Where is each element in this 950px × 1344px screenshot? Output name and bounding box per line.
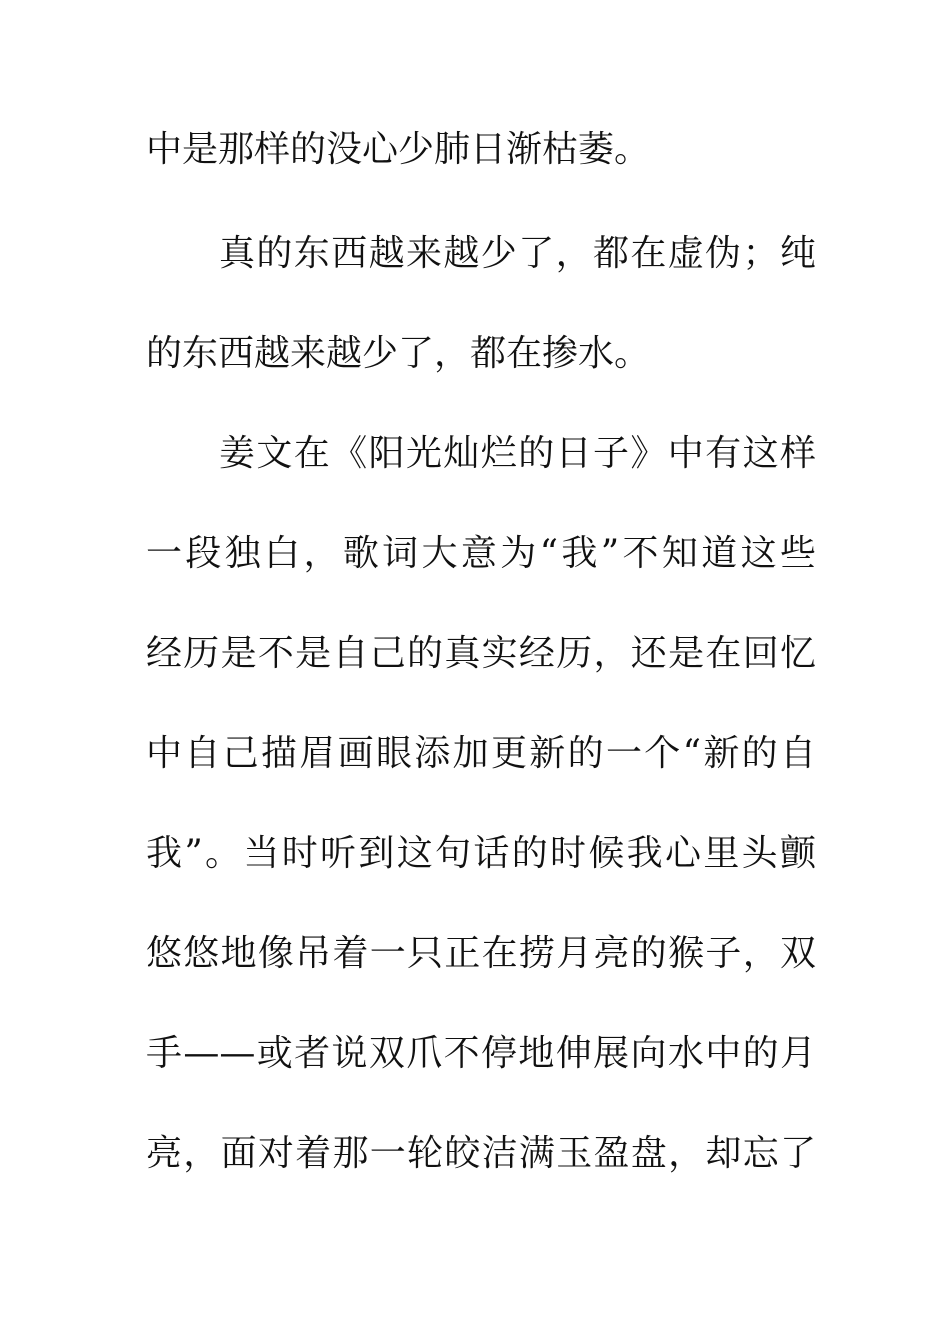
text-line: 中是那样的没心少肺日渐枯萎。 bbox=[146, 129, 651, 170]
text-line: 亮，面对着那一轮皎洁满玉盈盘，却忘了 bbox=[146, 1133, 816, 1174]
text-line: 一段独白，歌词大意为“我”不知道这些 bbox=[146, 533, 816, 574]
text-line: 的东西越来越少了，都在掺水。 bbox=[146, 333, 651, 374]
text-line: 我”。当时听到这句话的时候我心里头颤 bbox=[146, 833, 816, 874]
text-line: 经历是不是自己的真实经历，还是在回忆 bbox=[146, 633, 816, 674]
text-line: 悠悠地像吊着一只正在捞月亮的猴子，双 bbox=[146, 933, 816, 974]
text-line: 真的东西越来越少了，都在虚伪；纯 bbox=[219, 233, 816, 274]
text-line: 手——或者说双爪不停地伸展向水中的月 bbox=[146, 1033, 816, 1074]
text-line: 中自己描眉画眼添加更新的一个“新的自 bbox=[146, 733, 816, 774]
text-line: 姜文在《阳光灿烂的日子》中有这样 bbox=[219, 433, 816, 474]
